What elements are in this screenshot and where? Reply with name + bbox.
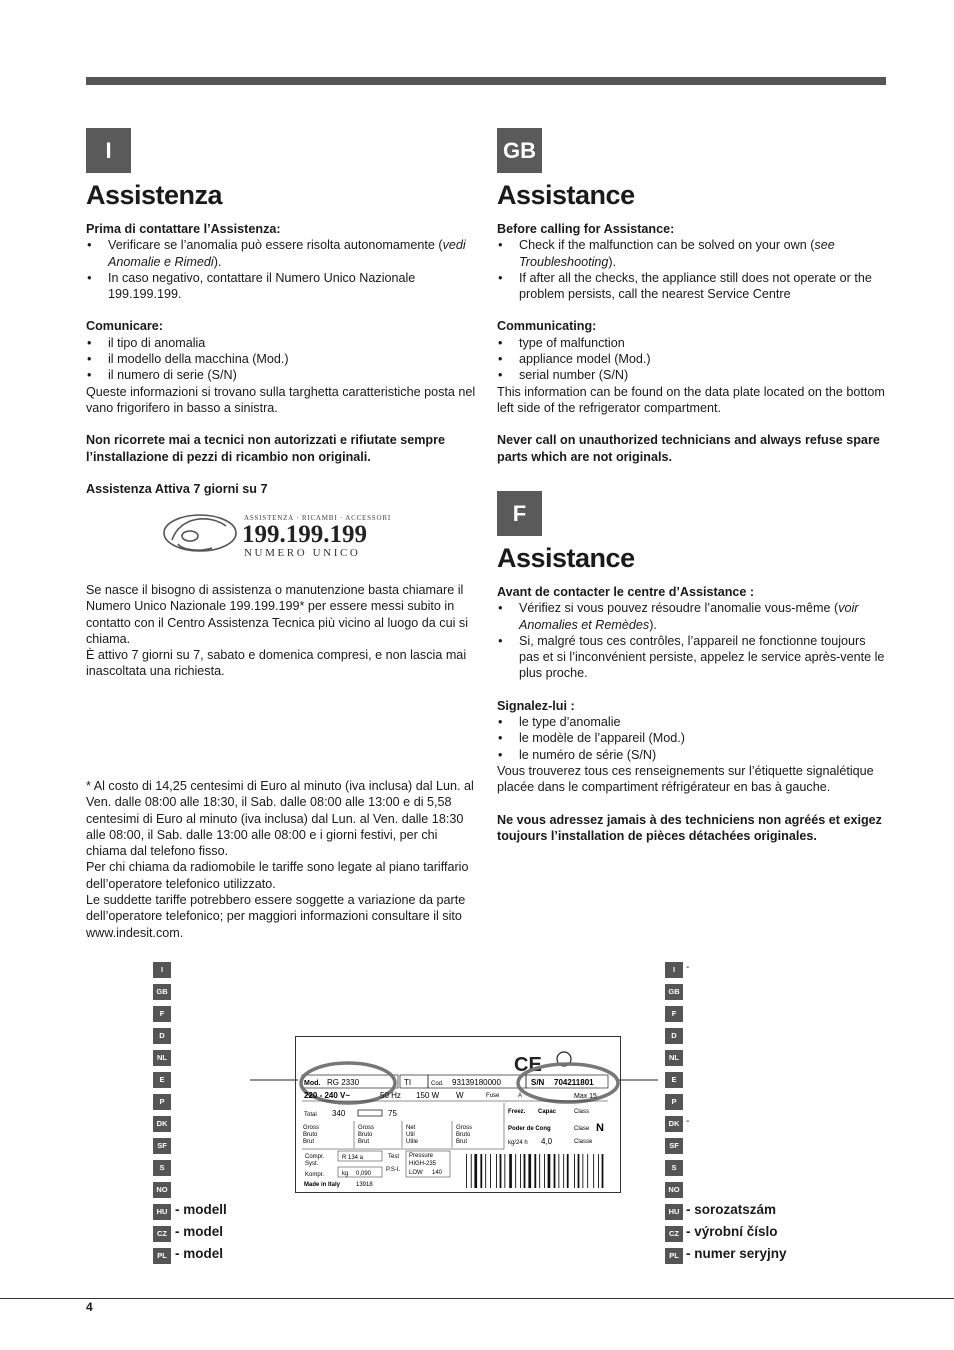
lang-code-f: F	[153, 1006, 171, 1022]
footnote-1: * Al costo di 14,25 centesimi di Euro al minuto (iva inclusa) dal Lun. al Ven. dalle 08:00 alle 18:30, il Sab. dalle 08:00 alle 13:00 e di 5,58 centesimi di Euro al minuto (iva inclusa) dal Lun. al Ven. dalle 18:30 alle 08:00, il Sab. dalle 13:00 alle 08:00 e i giorni festivi, per chi chiama dal telefono fisso.	[86, 779, 474, 859]
before-list	[497, 600, 885, 681]
svg-text:TI: TI	[404, 1078, 412, 1087]
numero-unico-logo	[160, 508, 410, 560]
list-item: • le numéro de série (S/N)	[497, 747, 885, 763]
svg-text:Made in Italy: Made in Italy	[304, 1182, 341, 1188]
comm-list	[86, 335, 476, 384]
english-body	[497, 221, 885, 465]
top-rule	[86, 77, 886, 85]
flag-english: GB	[497, 128, 542, 173]
list-item: • appliance model (Mod.)	[497, 351, 885, 367]
lang-code-cz: CZ	[665, 1226, 683, 1242]
svg-text:P.S-I.: P.S-I.	[386, 1167, 401, 1173]
lang-code-cz: CZ	[153, 1226, 171, 1242]
warning-text: Never call on unauthorized technicians and always refuse spare parts which are not originals.	[497, 433, 880, 464]
lang-code-s: S	[153, 1160, 171, 1176]
svg-text:150 W: 150 W	[416, 1091, 440, 1100]
dash-dk: -	[686, 1116, 690, 1127]
lang-code-no: NO	[153, 1182, 171, 1198]
comm-heading: Comunicare:	[86, 319, 163, 334]
model-label-cz: - model	[175, 1224, 224, 1239]
before-heading: Avant de contacter le centre d’Assistance :	[497, 585, 755, 599]
list-item: • Check if the malfunction can be solved on your own (see Troubleshooting).	[497, 237, 885, 270]
serial-label-pl: - numer seryjny	[686, 1246, 787, 1261]
svg-text:Class: Class	[574, 1109, 590, 1115]
title-french: Assistance	[497, 543, 635, 573]
comm-list	[497, 335, 885, 384]
warning-text: Non ricorrete mai a tecnici non autorizzati e rifiutate sempre l’installazione di pezzi di ricambio non originali.	[86, 433, 446, 464]
svg-text:75: 75	[388, 1109, 397, 1118]
list-item: • Vérifiez si vous pouvez résoudre l’anomalie vous-même (voir Anomalies et Remèdes).	[497, 600, 885, 633]
before-list	[86, 237, 476, 302]
list-item: • serial number (S/N)	[497, 367, 885, 383]
svg-text:Freez.: Freez.	[508, 1109, 526, 1115]
svg-text:GrossBrutoBrut: Gross Bruto Brut	[456, 1125, 473, 1145]
svg-text:Test: Test	[388, 1154, 400, 1160]
svg-text:Clase: Clase	[574, 1126, 590, 1132]
rating-plate	[295, 1036, 621, 1193]
svg-text:LOW: LOW	[409, 1170, 423, 1176]
lang-code-f: F	[665, 1006, 683, 1022]
assistance-paragraph: Se nasce il bisogno di assistenza o manutenzione basta chiamare il Numero Unico Nazionale 199.199.199* per essere messi subito in contatto con il Centro Assistenza Tecnica più vicino al luogo da cui si chiama.	[86, 583, 468, 646]
logo-sub: NUMERO UNICO	[244, 547, 361, 559]
lang-code-nl: NL	[153, 1050, 171, 1066]
list-item: • il tipo di anomalia	[86, 335, 476, 351]
title-italian: Assistenza	[86, 180, 223, 210]
italian-body-2	[86, 582, 476, 680]
svg-text:GrossBrutoBrut: Gross Bruto Brut	[358, 1125, 375, 1145]
svg-text:0,090: 0,090	[356, 1171, 372, 1177]
logo-small: ASSISTENZA · RICAMBI · ACCESSORI	[244, 514, 391, 522]
svg-text:kg/24 h: kg/24 h	[508, 1140, 528, 1146]
italian-body	[86, 221, 476, 497]
assistance-paragraph-2: È attivo 7 giorni su 7, sabato e domenica compresi, e non lascia mai inascoltata una richiesta.	[86, 648, 467, 679]
svg-text:Capac: Capac	[538, 1109, 557, 1115]
phone-icon	[164, 515, 236, 551]
serial-value: 704211801	[554, 1078, 594, 1087]
lang-code-nl: NL	[665, 1050, 683, 1066]
svg-text:4,0: 4,0	[541, 1137, 553, 1146]
lang-code-no: NO	[665, 1182, 683, 1198]
svg-text:S/N: S/N	[531, 1078, 545, 1087]
svg-text:220 - 240 V~: 220 - 240 V~	[304, 1091, 351, 1100]
svg-text:NetUtilUtile: Net Util Utile	[406, 1125, 419, 1145]
before-heading: Prima di contattare l’Assistenza:	[86, 222, 281, 236]
list-item: • il numero di serie (S/N)	[86, 367, 476, 383]
before-list	[497, 237, 885, 302]
language-codes-left	[153, 962, 171, 1270]
comm-heading: Signalez-lui :	[497, 698, 575, 713]
lang-code-p: P	[665, 1094, 683, 1110]
list-item: • le modèle de l’appareil (Mod.)	[497, 730, 885, 746]
svg-text:HIGH-235: HIGH-235	[409, 1161, 437, 1167]
barcode	[466, 1154, 603, 1188]
list-item: • type of malfunction	[497, 335, 885, 351]
svg-text:13918: 13918	[356, 1182, 373, 1188]
lang-code-hu: HU	[153, 1204, 171, 1220]
french-body	[497, 584, 885, 844]
svg-text:50 Hz: 50 Hz	[380, 1091, 401, 1100]
flag-french: F	[497, 491, 542, 536]
dash-i: -	[686, 962, 690, 973]
lang-code-sf: SF	[153, 1138, 171, 1154]
title-english: Assistance	[497, 180, 635, 210]
lang-code-dk: DK	[153, 1116, 171, 1132]
lang-code-gb: GB	[665, 984, 683, 1000]
lang-code-sf: SF	[665, 1138, 683, 1154]
lang-code-s: S	[665, 1160, 683, 1176]
list-item: • il modello della macchina (Mod.)	[86, 351, 476, 367]
svg-text:kg: kg	[342, 1171, 349, 1177]
list-item: • le type d’anomalie	[497, 714, 885, 730]
svg-text:340: 340	[332, 1109, 346, 1118]
svg-text:R 134 a: R 134 a	[342, 1155, 364, 1161]
list-item: • Verificare se l’anomalia può essere risolta autonomamente (vedi Anomalie e Rimedi).	[86, 237, 476, 270]
svg-text:A: A	[518, 1093, 523, 1099]
svg-text:Total: Total	[304, 1112, 317, 1118]
comm-list	[497, 714, 885, 763]
energy-icon	[358, 1110, 382, 1116]
svg-text:Poder de Cong: Poder de Cong	[508, 1126, 551, 1132]
active-heading: Assistenza Attiva 7 giorni su 7	[86, 481, 268, 496]
serial-label-cz: - výrobní číslo	[686, 1224, 778, 1239]
svg-text:Kompr.: Kompr.	[305, 1172, 325, 1178]
lang-code-d: D	[665, 1028, 683, 1044]
svg-text:Mod.: Mod.	[304, 1080, 321, 1087]
svg-text:N: N	[596, 1122, 604, 1134]
lang-code-pl: PL	[665, 1248, 683, 1264]
serial-label-hu: - sorozatszám	[686, 1202, 777, 1217]
flag-italian: I	[86, 128, 131, 173]
code-value: 93139180000	[452, 1078, 501, 1087]
model-label-hu: - modell	[175, 1202, 227, 1217]
ce-mark: CE	[514, 1054, 542, 1076]
lang-code-gb: GB	[153, 984, 171, 1000]
lang-code-p: P	[153, 1094, 171, 1110]
lang-code-pl: PL	[153, 1248, 171, 1264]
svg-text:Fuse: Fuse	[486, 1093, 500, 1099]
lang-code-i: I	[153, 962, 171, 978]
svg-text:Max 15: Max 15	[574, 1093, 597, 1100]
model-label-pl: - model	[175, 1246, 224, 1261]
model-value: RG 2330	[327, 1078, 360, 1087]
list-item: • Si, malgré tous ces contrôles, l’appareil ne fonctionne toujours pas et si l’inconvénient persiste, appelez le service après-vente le plus proche.	[497, 633, 885, 682]
lang-code-e: E	[665, 1072, 683, 1088]
warning-text: Ne vous adressez jamais à des techniciens non agréés et exigez toujours l’installation de pièces détachées originales.	[497, 812, 882, 843]
svg-text:W: W	[456, 1091, 464, 1100]
comm-note: Queste informazioni si trovano sulla targhetta caratteristiche posta nel vano frigorifero in basso a sinistra.	[86, 384, 476, 415]
logo-number: 199.199.199	[242, 521, 367, 548]
lang-code-dk: DK	[665, 1116, 683, 1132]
footer-rule	[0, 1298, 954, 1299]
footnote-3: Le suddette tariffe potrebbero essere soggette a variazione da parte dell’operatore telefonico; per maggiori informazioni consultare il sito www.indesit.com.	[86, 893, 466, 940]
lang-code-i: I	[665, 962, 683, 978]
svg-text:GrossBrutoBrut: Gross Bruto Brut	[303, 1125, 320, 1145]
svg-text:Classe: Classe	[574, 1139, 593, 1145]
footnote-2: Per chi chiama da radiomobile le tariffe sono legate al piano tariffario dell’operatore telefonico utilizzato.	[86, 860, 469, 891]
svg-text:140: 140	[432, 1170, 443, 1176]
page-number: 4	[86, 1300, 93, 1314]
list-item: • In caso negativo, contattare il Numero Unico Nazionale 199.199.199.	[86, 270, 476, 303]
language-codes-right	[665, 962, 683, 1270]
before-heading: Before calling for Assistance:	[497, 222, 675, 236]
comm-heading: Communicating:	[497, 319, 597, 334]
comm-note: This information can be found on the data plate located on the bottom left side of the refrigerator compartment.	[497, 384, 885, 415]
italian-footnote	[86, 778, 478, 941]
svg-text:Compr.Syst.: Compr. Syst.	[305, 1154, 325, 1167]
svg-text:Pressure: Pressure	[409, 1153, 434, 1159]
list-item: • If after all the checks, the appliance still does not operate or the problem persists, call the nearest Service Centre	[497, 270, 885, 303]
comm-note: Vous trouverez tous ces renseignements sur l’étiquette signalétique placée dans le compartiment réfrigérateur en bas à gauche.	[497, 763, 874, 795]
lang-code-d: D	[153, 1028, 171, 1044]
svg-text:Cod.: Cod.	[431, 1081, 444, 1087]
lang-code-e: E	[153, 1072, 171, 1088]
lang-code-hu: HU	[665, 1204, 683, 1220]
